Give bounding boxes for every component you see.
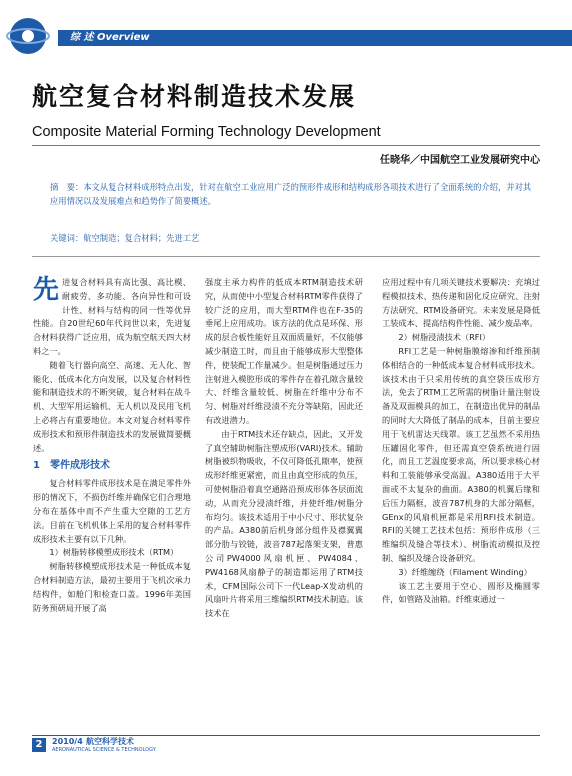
journal-logo-icon [6, 14, 50, 58]
paragraph: 强度主承力构件的低成本RTM制造技术研究，从而使中小型复合材料RTM零件获得了较广泛的应用，而大型RTM件也在F-35的垂尾上应用成功。该方法的优点是环保、形成的层合板性能好且双面质量好，不仅能够减少制造工时，而且由于能够成形大型整体件，使装配工作量减少。但是树脂通过压力注射进入模腔形成的零件存在着孔隙含量较大、纤维含量较低、树脂在纤维中分布不匀、树脂对纤维浸渍不充分等缺陷，因此还有改进潜力。 [205, 277, 363, 425]
subsection-heading: 3）纤维缠绕（Filament Winding） [398, 566, 532, 577]
footer-divider [32, 735, 540, 736]
paragraph: 应用过程中有几项关键技术要解决：充填过程模拟技术、热传递和固化反应研究、注射方法研究、RTM设备研究。未来发展是降低工装成本、提高结构件性能、减少废品率。 [382, 277, 540, 329]
abstract: 摘 要：本文从复合材料成形特点出发，针对在航空工业应用广泛的预形件成形和结构成形各项技术进行了全面系统的介绍，并对其应用情况以及发展难点和趋势作了简要概述。 [50, 182, 532, 206]
paragraph: 随着飞行器向高空、高速、无人化、智能化、低成本化方向发展，以及复合材料性能和制造技术的不断突破，复合材料在战斗机、大型军用运输机、无人机以及民用飞机上必将占有重要地位。本文对复合材料零件成形技术和预形件制造技术的发展做简要概述。 [33, 359, 191, 453]
page-number: 2 [32, 738, 46, 752]
footer-journal-name-en: AERONAUTICAL SCIENCE & TECHNOLOGY [52, 747, 156, 753]
paragraph [33, 276, 191, 359]
paragraph: 树脂转移模塑成形技术是一种低成本复合材料制造方法，最初主要用于飞机次承力结构件，如舱门和检查口盖。1996年美国防务预研局开展了高 [33, 561, 191, 613]
paragraph-text: 进复合材料具有高比强、高比模、耐疲劳、多功能、各向异性和可设计性、材料与结构的同一性等优异性能。自20世纪60年代问世以来，先进复合材料获得广泛应用，成为航空航天四大材料之一。 [33, 277, 191, 356]
article-title-en: Composite Material Forming Technology Development [32, 124, 381, 140]
paragraph: 该工艺主要用于空心、圆形及椭圆零件，如管路及油箱。纤维束通过一 [382, 580, 540, 605]
footer-issue: 2010/4 [52, 737, 83, 746]
paragraph: RFI工艺是一种树脂膜熔渗和纤维预制体相结合的一种低成本复合材料成形技术。该技术由于只采用传统的真空袋压成形方法，免去了RTM工艺所需的树脂计量注射设备及双面模具的加工，在制造出优异的制品的同时大大降低了制品的成本，目前主要应用于飞机雷达天线罩。该工艺虽然不采用热压罐固化零件，但还需真空袋系统进行固化，而且工艺温度要求高，所以要求核心材料和工装能够承受高温。A380适用于大平面或不太复杂的曲面。A380的机翼后缘和后压力隔框，波音787机身的大部分隔框，GEnx的风扇机匣都是采用RFI技术制造。RFI的关键工艺技术包括：预形件成形（三维编织及缝合等技术）、树脂流动模拟及控制、编织及缝合设备研究。 [382, 345, 540, 563]
abstract-divider [32, 256, 540, 257]
section-label: 综 述 Overview [70, 32, 150, 43]
section-heading: 1 零件成形技术 [33, 460, 110, 472]
paragraph: 复合材料零件成形技术是在满足零件外形的情况下，不损伤纤维并确保它们合理地分布在基体中而不产生重大空隙的工艺方法。目前在飞机机体上采用的复合材料零件成形技术主要有以下几种。 [33, 478, 191, 544]
author-line: 任晓华／中国航空工业发展研究中心 [380, 155, 540, 166]
subsection-heading: 2）树脂浸渍技术（RFI） [398, 332, 491, 343]
title-divider [32, 145, 540, 146]
body-column-3 [382, 276, 540, 607]
keywords: 关键词：航空制造；复合材料；先进工艺 [50, 233, 200, 243]
article-title-cn: 航空复合材料制造技术发展 [32, 82, 357, 111]
footer-journal-name: 航空科学技术 [86, 737, 134, 746]
body-column-2 [205, 276, 363, 621]
drop-cap: 先 [33, 275, 60, 305]
subsection-heading: 1）树脂转移模塑成形技术（RTM） [49, 547, 179, 558]
paragraph: 由于RTM技术还存缺点，因此，又开发了真空辅助树脂注塑成形(VARI)技术。辅助树脂被织物吸收，不仅可降低孔隙率，使预成形纤维更紧密，而且由真空形成的负压，可使树脂沿着真空通路沿预成形体各层面流动，从而充分浸渍纤维，并使纤维/树脂分布均匀。该技术适用于中小尺寸、形状复杂的产品。A380前后机身部分组件及襟翼翼部分肋与铰链，波音787起落架支架，普惠公司PW4000风扇机匣、PW4084、PW4168风扇静子的制造都运用了RTM技术，CFM国际公司下一代Leap-X发动机的风扇叶片将采用三维编织RTM技术制造。该技术在 [205, 428, 363, 619]
body-column-1 [33, 276, 191, 615]
